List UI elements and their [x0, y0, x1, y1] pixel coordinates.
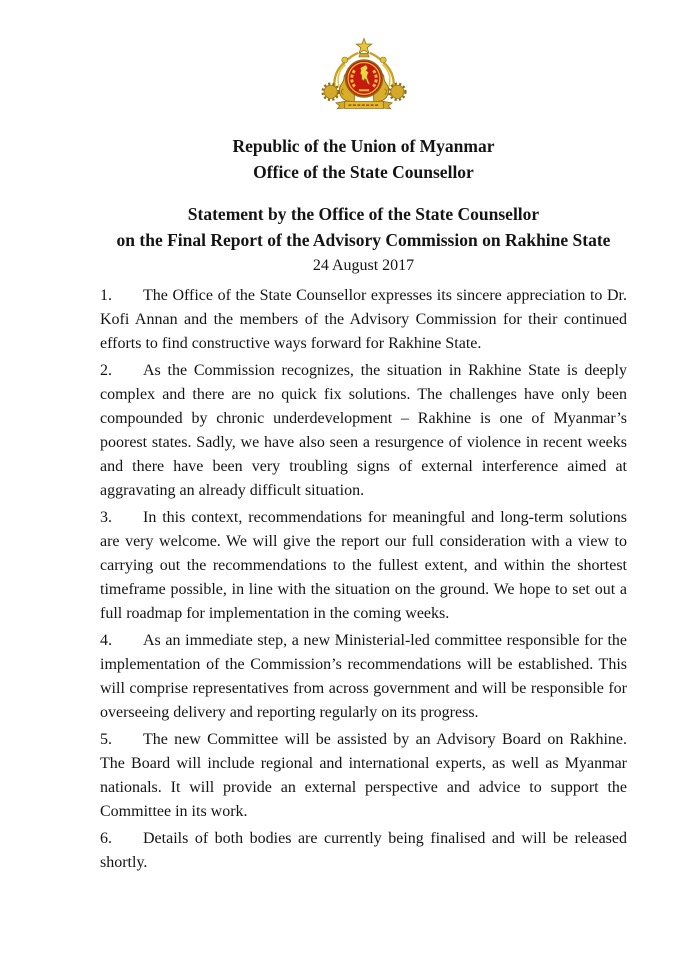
- paragraph-5-text: The new Committee will be assisted by an Advisory Board on Rakhine. The Board will include regional and international experts, as well as Myanmar nationals. It will provide an external perspective and advice to support the Committee in its work.: [100, 731, 627, 820]
- paragraph-1: [100, 284, 627, 356]
- statement-title-block: [100, 201, 627, 279]
- paragraph-6-number: 6.: [100, 830, 112, 847]
- paragraph-4-text: As an immediate step, a new Ministerial-led committee responsible for the implementation of the Commission’s recommendations will be established. This will comprise representatives from across government and will be responsible for overseeing delivery and reporting regularly on its progress.: [100, 632, 627, 721]
- statement-title-line1: Statement by the Office of the State Counsellor: [187, 204, 540, 224]
- paragraph-3-text: In this context, recommendations for meaningful and long-term solutions are very welcome. We will give the report our full consideration with a view to carrying out the recommendations to the fullest extent, and within the shortest timeframe possible, in line with the situation on the ground. We hope to set out a full roadmap for implementation in the coming weeks.: [100, 509, 627, 622]
- paragraph-4: [100, 629, 627, 725]
- paragraph-1-text: The Office of the State Counsellor expresses its sincere appreciation to Dr. Kofi Annan and the members of the Advisory Commission for their continued efforts to find constructive ways forward for Rakhine State.: [100, 287, 627, 352]
- paragraph-2: [100, 359, 627, 503]
- paragraph-5: [100, 728, 627, 824]
- paragraph-4-number: 4.: [100, 632, 112, 649]
- org-name-line1: Republic of the Union of Myanmar: [232, 136, 495, 156]
- paragraph-1-number: 1.: [100, 287, 112, 304]
- paragraph-3: [100, 506, 627, 626]
- paragraph-6-text: Details of both bodies are currently being finalised and will be released shortly.: [100, 830, 627, 871]
- statement-body: [100, 284, 627, 875]
- myanmar-state-seal-icon: [315, 37, 413, 114]
- paragraph-2-text: As the Commission recognizes, the situation in Rakhine State is deeply complex and there are no quick fix solutions. The challenges have only been compounded by chronic underdevelopment – Rakhine is one of Myanmar’s poorest states. Sadly, we have also seen a resurgence of violence in recent weeks and there have been very troubling signs of external interference aimed at aggravating an already difficult situation.: [100, 362, 627, 499]
- org-name-line2: Office of the State Counsellor: [253, 162, 474, 182]
- statement-title-line2: on the Final Report of the Advisory Commission on Rakhine State: [116, 230, 611, 250]
- paragraph-6: [100, 827, 627, 875]
- paragraph-5-number: 5.: [100, 731, 112, 748]
- organization-header: [100, 133, 627, 185]
- statement-date: 24 August 2017: [312, 257, 415, 274]
- emblem-container: [100, 0, 627, 114]
- paragraph-3-number: 3.: [100, 509, 112, 526]
- paragraph-2-number: 2.: [100, 362, 112, 379]
